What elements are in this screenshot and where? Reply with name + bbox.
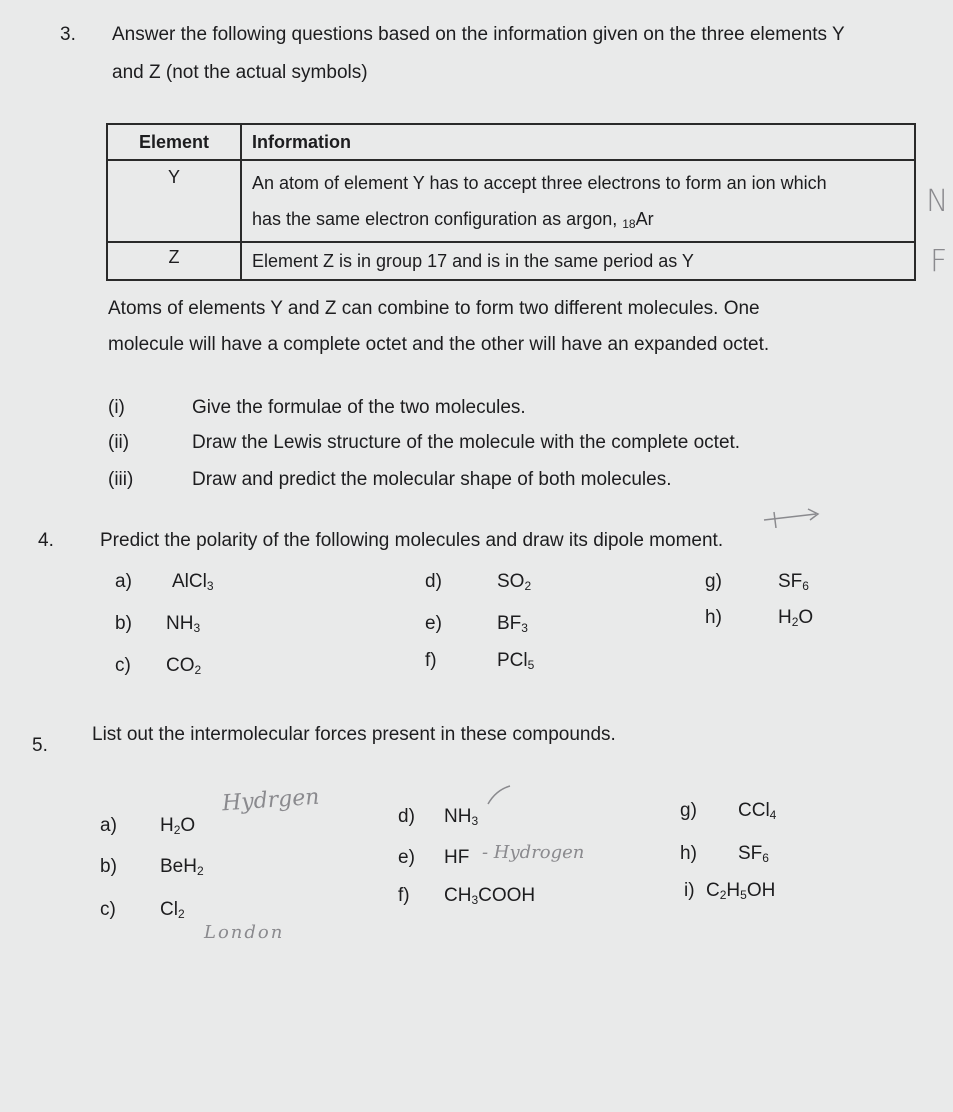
handwritten-check-mark (486, 784, 512, 808)
q4-item-b-formula: $NH_3$ (166, 613, 201, 635)
q4-item-h-label: h) (705, 607, 722, 628)
margin-mark-f: F (930, 244, 948, 279)
q4-item-h-formula: $H_2O$ (778, 607, 814, 629)
info-y-line2: has the same electron configuration as argon, (252, 209, 623, 229)
q5-item-g-label: g) (680, 800, 697, 821)
q5-item-i-formula: $C_2H_5OH$ (706, 880, 776, 902)
q4-item-a-label: a) (115, 571, 132, 592)
subq-iii-label: (iii) (108, 469, 134, 490)
q4-item-g-label: g) (705, 571, 722, 592)
q3-paragraph-line2: molecule will have a complete octet and the other will have an expanded octet. (108, 334, 770, 355)
table-row (107, 242, 915, 280)
q5-item-g-formula: CCl$_4$ (738, 800, 777, 822)
q5-number: 5. (32, 735, 48, 756)
table-header-information: Information (241, 124, 915, 160)
q4-item-d-formula: $SO_2$ (497, 571, 532, 593)
q5-item-b-formula: BeH$_2$ (160, 856, 204, 878)
q4-item-c-label: c) (115, 655, 131, 676)
handwritten-london-c: London (204, 922, 285, 943)
q3-number: 3. (60, 24, 76, 45)
q5-item-a-formula: $H_2O$ (160, 815, 196, 837)
q5-item-c-formula: $Cl_2$ (160, 899, 185, 921)
q5-item-a-label: a) (100, 815, 117, 836)
argon-symbol: Ar (635, 209, 654, 229)
argon-atomic-number: 18 (622, 217, 636, 231)
dipole-arrow-sketch (760, 508, 824, 528)
subq-i-label: (i) (108, 397, 125, 418)
table-cell-element-z: Z (107, 242, 241, 280)
handwritten-hydrogen-e: - Hydrogen (482, 842, 585, 863)
q5-item-f-formula: $CH_3COOH$ (444, 885, 536, 907)
q5-item-h-formula: $SF_6$ (738, 843, 769, 865)
element-info-table (106, 123, 916, 281)
q5-item-i-label: i) (684, 880, 695, 901)
table-row (107, 160, 915, 242)
q5-item-c-label: c) (100, 899, 116, 920)
subq-ii-label: (ii) (108, 432, 130, 453)
q5-item-d-formula: $NH_3$ (444, 806, 479, 828)
q5-item-h-label: h) (680, 843, 697, 864)
q4-item-e-label: e) (425, 613, 442, 634)
q5-item-d-label: d) (398, 806, 415, 827)
handwritten-hydrogen-a: Hydrgen (221, 784, 321, 817)
q5-item-b-label: b) (100, 856, 117, 877)
q5-item-e-label: e) (398, 847, 415, 868)
q5-item-e-formula: HF (444, 847, 470, 868)
table-header-element: Element (107, 124, 241, 160)
q3-text-line1: Answer the following questions based on the information given on the three elements Y (112, 24, 845, 45)
q4-number: 4. (38, 530, 54, 551)
q4-text: Predict the polarity of the following molecules and draw its dipole moment. (100, 530, 724, 551)
subq-ii-text: Draw the Lewis structure of the molecule with the complete octet. (192, 432, 741, 453)
table-cell-element-y: Y (107, 160, 241, 242)
q5-item-f-label: f) (398, 885, 410, 906)
table-cell-info-z: Element Z is in group 17 and is in the same period as Y (241, 242, 915, 280)
q4-item-d-label: d) (425, 571, 442, 592)
q3-text-line2: and Z (not the actual symbols) (112, 62, 368, 83)
q4-item-e-formula: $BF_3$ (497, 613, 528, 635)
subq-iii-text: Draw and predict the molecular shape of both molecules. (192, 469, 672, 490)
q4-item-c-formula: $CO_2$ (166, 655, 202, 677)
q4-item-g-formula: $SF_6$ (778, 571, 809, 593)
q4-item-a-formula: AlCl$_3$ (172, 571, 214, 593)
subq-i-text: Give the formulae of the two molecules. (192, 397, 526, 418)
q5-text: List out the intermolecular forces present in these compounds. (92, 724, 616, 745)
table-cell-info-y (241, 160, 915, 242)
q3-paragraph-line1: Atoms of elements Y and Z can combine to form two different molecules. One (108, 298, 760, 319)
info-y-line1: An atom of element Y has to accept three electrons to form an ion which (252, 173, 827, 193)
q4-item-f-label: f) (425, 650, 437, 671)
margin-mark-n: N (926, 184, 949, 219)
q4-item-f-formula: PCl$_5$ (497, 650, 535, 672)
q4-item-b-label: b) (115, 613, 132, 634)
